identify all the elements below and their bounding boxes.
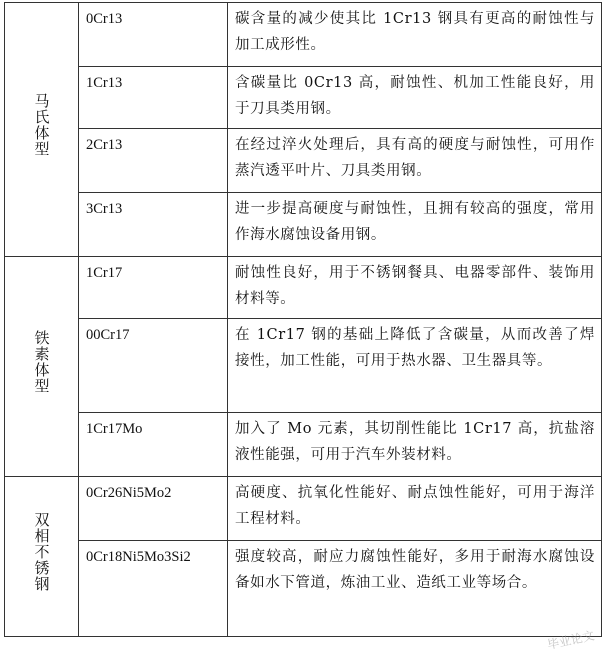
description-cell: 在经过淬火处理后，具有高的硬度与耐蚀性，可用作蒸汽透平叶片、刀具类用钢。 [228, 129, 602, 193]
group-cell-ferritic [5, 257, 79, 477]
description-cell: 强度较高，耐应力腐蚀性能好，多用于耐海水腐蚀设备如水下管道，炼油工业、造纸工业等场合。 [228, 541, 602, 637]
table-row [5, 67, 602, 129]
description-cell: 在 1Cr17 钢的基础上降低了含碳量，从而改善了焊接性，加工性能，可用于热水器、卫生器具等。 [228, 319, 602, 413]
table-row [5, 193, 602, 257]
grade-cell: 1Cr17Mo [79, 413, 228, 477]
grade-cell: 0Cr13 [79, 3, 228, 67]
watermark: 毕业论文 [545, 628, 596, 653]
description-cell: 进一步提高硬度与耐蚀性，且拥有较高的强度，常用作海水腐蚀设备用钢。 [228, 193, 602, 257]
group-cell-duplex [5, 477, 79, 637]
table-row [5, 257, 602, 319]
group-label: 马氏体型 [32, 93, 51, 157]
group-cell-martensitic [5, 3, 79, 257]
description-cell: 高硬度、抗氧化性能好、耐点蚀性能好，可用于海洋工程材料。 [228, 477, 602, 541]
grade-cell: 2Cr13 [79, 129, 228, 193]
description-cell: 耐蚀性良好，用于不锈钢餐具、电器零部件、装饰用材料等。 [228, 257, 602, 319]
description-cell: 碳含量的减少使其比 1Cr13 钢具有更高的耐蚀性与加工成形性。 [228, 3, 602, 67]
grade-cell: 00Cr17 [79, 319, 228, 413]
table-row [5, 541, 602, 637]
group-label: 双相不锈钢 [32, 512, 51, 592]
description-cell: 含碳量比 0Cr13 高，耐蚀性、机加工性能良好，用于刀具类用钢。 [228, 67, 602, 129]
table-row [5, 477, 602, 541]
table-row [5, 129, 602, 193]
grade-cell: 1Cr13 [79, 67, 228, 129]
group-label: 铁素体型 [32, 330, 51, 394]
grade-cell: 0Cr18Ni5Mo3Si2 [79, 541, 228, 637]
table-row [5, 319, 602, 413]
grade-cell: 1Cr17 [79, 257, 228, 319]
steel-table [4, 2, 602, 637]
description-cell: 加入了 Mo 元素，其切削性能比 1Cr17 高，抗盐溶液性能强，可用于汽车外装材料。 [228, 413, 602, 477]
table-row [5, 413, 602, 477]
grade-cell: 0Cr26Ni5Mo2 [79, 477, 228, 541]
table-row [5, 3, 602, 67]
grade-cell: 3Cr13 [79, 193, 228, 257]
